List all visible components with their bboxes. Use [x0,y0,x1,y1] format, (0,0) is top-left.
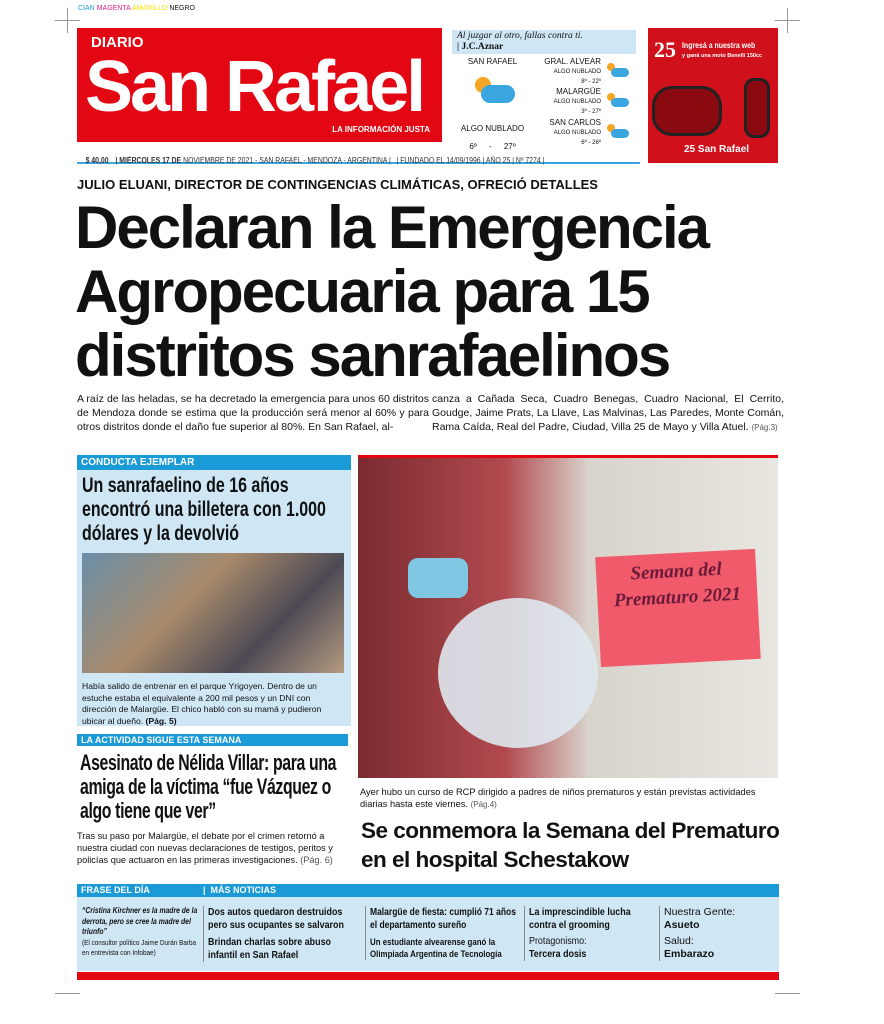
lead-headline[interactable]: Declaran la Emergencia Agropecuaria para 15 distritos sanrafaelinos [75,194,709,389]
story2-headline[interactable]: Asesinato de Nélida Villar: para una amiga de la víctima “fue Vázquez o algo tiene que ver” [80,750,337,823]
motorcycle-image [744,78,770,138]
weather-others [535,57,635,148]
news-column: Malargüe de fiesta: cumplió 71 años el departamento sureño Un estudiante alvearense ganó la Olimpiada Argentina de Tecnología [365,906,521,960]
dateline: $ 40,00 | MIÉRCOLES 17 DE NOVIEMBRE DE 2021 - SAN RAFAEL - MENDOZA - ARGENTINA | | FUNDADO EL 14/09/1996 | AÑO 25 | Nº 7274 | [77,150,640,164]
story3-headline[interactable]: Se conmemora la Semana del Prematuro en el hospital Schestakow [361,818,780,872]
baby-blanket [438,598,598,748]
family-photo [82,553,344,673]
motorcycle-image [652,86,722,136]
masthead-logo[interactable]: DIARIO San Rafael LA INFORMACIÓN JUSTA [77,28,442,142]
face-mask [408,558,468,598]
section-label: CONDUCTA EJEMPLAR [77,455,351,470]
lead-body: canza a Cañada Seca, Cuadro Benegas, Cuadro Nacional, El Cerrito, Goudge, Jaime Prats, La Llave, Las Malvinas, Las Paredes, Monte Comán, Rama Caída, Real del Padre, Ciudad, Villa 25 de Mayo y Villa Atuel. (Pág.3) [432,393,784,434]
quote-box: Al juzgar al otro, fallas contra ti. | J.C.Aznar [452,30,636,54]
partly-cloudy-icon [473,75,515,105]
print-color-marks: CIAN MAGENTA AMARILLO NEGRO [78,5,195,12]
news-column: Dos autos quedaron destruidos pero sus ocupantes se salvaron Brindan charlas sobre abuso infantil en San Rafael [203,906,362,962]
story1-body: Había salido de entrenar en el parque Yrigoyen. Dentro de un estuche estaba el equivalente a 200 mil pesos y un DNI con dirección de Malargüe. El chico habló con su mamá y pudieron ubicar al dueño. (Pág. 5) [82,681,322,726]
crop-mark [67,8,68,33]
weather-item: MALARGÜE ALGO NUBLADO 3º - 27º [535,87,635,118]
partly-cloudy-icon [607,63,629,77]
section-label: LA ACTIVIDAD SIGUE ESTA SEMANA [77,734,348,746]
partly-cloudy-icon [607,93,629,107]
news-column: Nuestra Gente: Asueto Salud: Embarazo [659,906,774,961]
weather-item: SAN CARLOS ALGO NUBLADO 6º - 26º [535,118,635,148]
crop-mark [775,993,800,994]
footer-red-bar [77,972,779,980]
crop-mark [55,993,80,994]
newspaper-name: San Rafael [85,47,424,127]
story3-caption: Ayer hubo un curso de RCP dirigido a padres de niños prematuros y están previstas actividades diarias hasta este viernes. (Pág.4) [360,787,756,809]
footer-header: FRASE DEL DÍA | MÁS NOTICIAS [77,884,779,897]
lead-body: A raíz de las heladas, se ha decretado la emergencia para unos 60 distritos de Mendoza donde se estima que la producción será menor al 60% y para otros distritos donde el daño fue superior al 80%. En San Rafael, al- [77,393,429,434]
story2-body: Tras su paso por Malargüe, el debate por el crimen retornó a nuestra ciudad con nuevas declaraciones de testigos, peritos y policías que actuaron en las primeras investigaciones. (Pág. 6) [77,831,333,865]
partly-cloudy-icon [607,124,629,138]
crop-mark [787,8,788,33]
news-column: La imprescindible lucha contra el grooming Protagonismo: Tercera dosis [524,906,657,961]
weather-item: GRAL. ALVEAR ALGO NUBLADO 8º - 22º [535,57,635,87]
banner-sign: Semana del Prematuro 2021 [595,549,761,667]
premature-week-photo [358,455,778,778]
quote-of-day: “Cristina Kirchner es la madre de la derrota, pero se cree la madre del triunfo” (El consultor político Jaime Durán Barba en entrevista con Infobae) [82,906,198,957]
story1-headline[interactable]: Un sanrafaelino de 16 años encontró una billetera con 1.000 dólares y la devolvió [82,474,326,545]
lead-kicker: JULIO ELUANI, DIRECTOR DE CONTINGENCIAS CLIMÁTICAS, OFRECIÓ DETALLES [77,177,598,192]
advertisement-banner[interactable]: 25 Ingresá a nuestra web y ganá una moto Benelli 150cc 25 San Rafael [648,28,778,163]
weather-main: SAN RAFAEL ALGO NUBLADO 6º - 27º [460,57,525,151]
